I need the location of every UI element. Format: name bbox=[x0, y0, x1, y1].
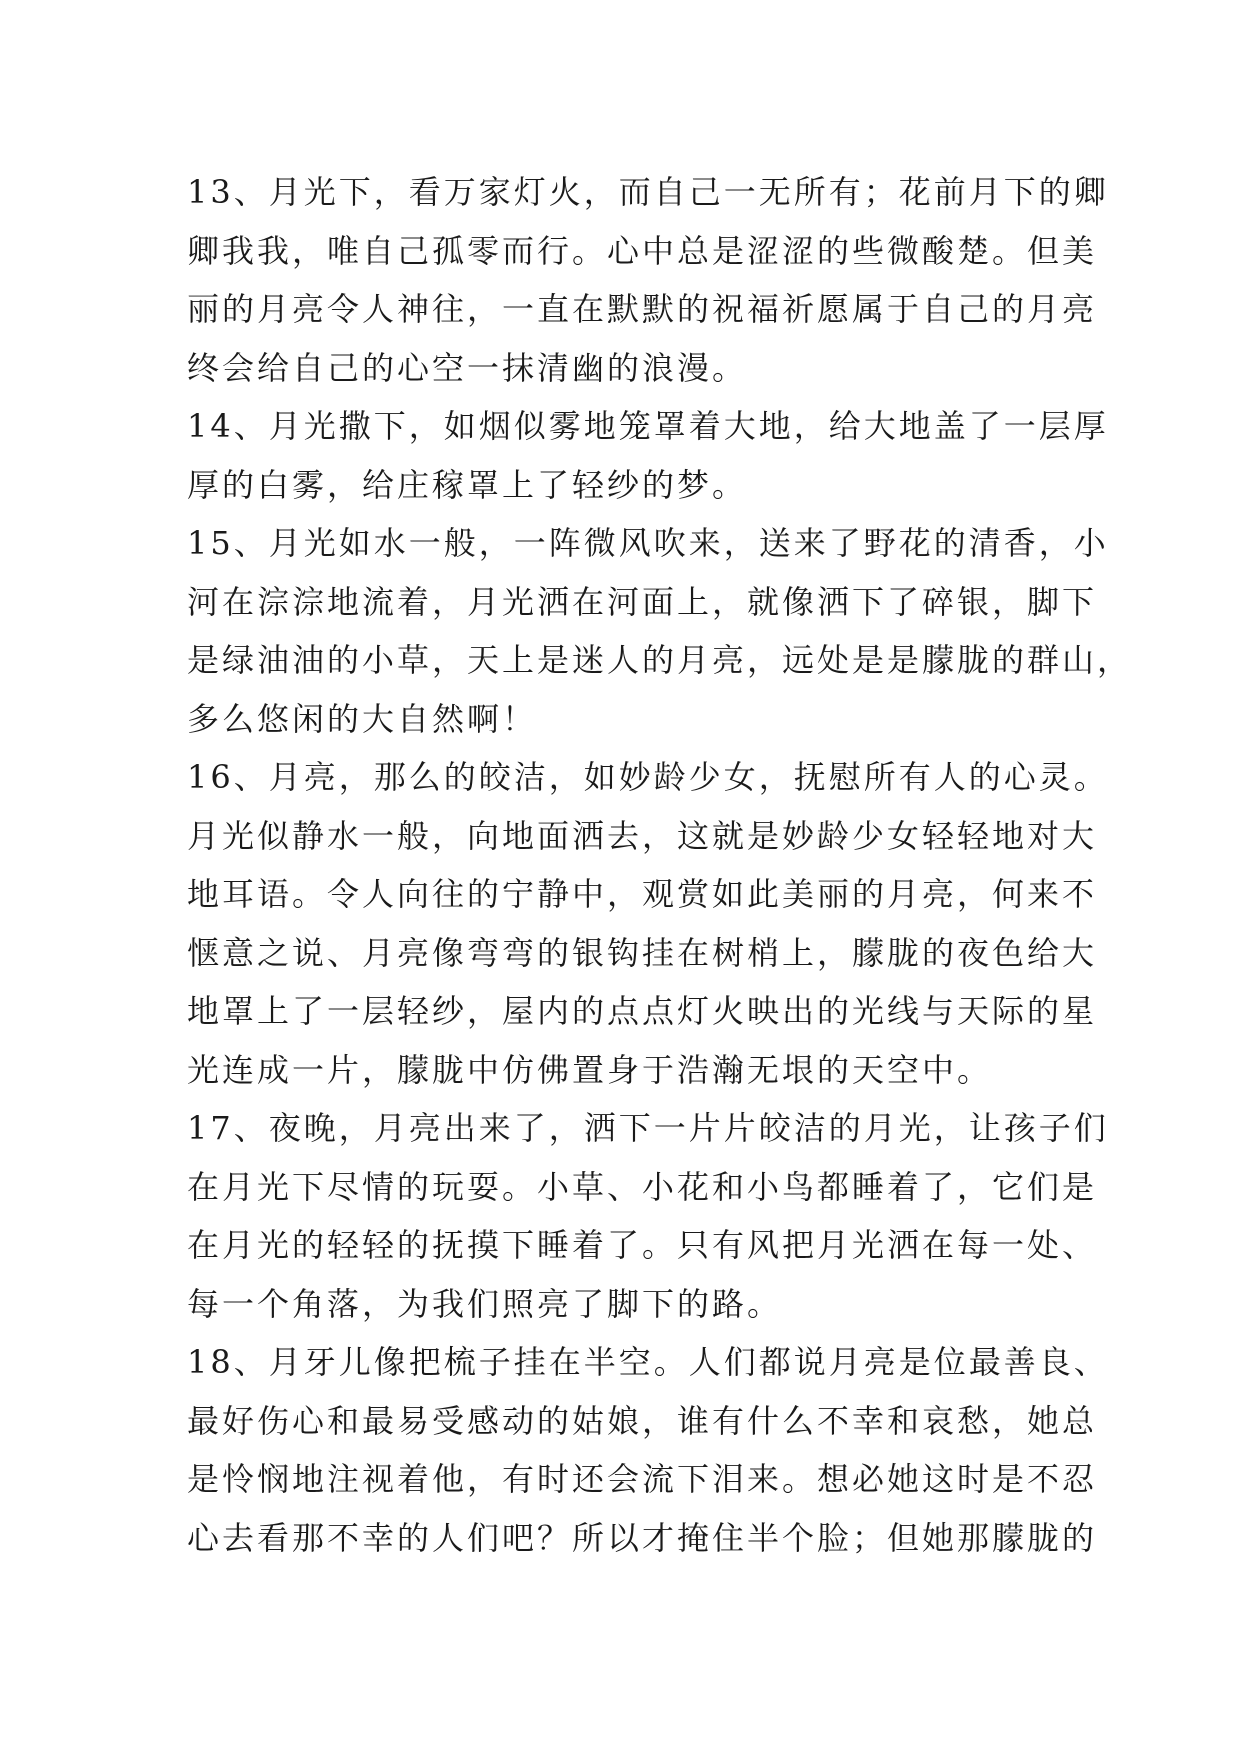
text-line: 河在淙淙地流着，月光洒在河面上，就像洒下了碎银，脚下 bbox=[187, 582, 1098, 621]
text-line: 最好伤心和最易受感动的姑娘，谁有什么不幸和哀愁，她总 bbox=[187, 1401, 1098, 1440]
text-line: 丽的月亮令人神往，一直在默默的祝福祈愿属于自己的月亮 bbox=[187, 290, 1098, 328]
text-line: 惬意之说、月亮像弯弯的银钩挂在树梢上，朦胧的夜色给大 bbox=[187, 933, 1098, 972]
text-line: 18、月牙儿像把梳子挂在半空。人们都说月亮是位最善良、 bbox=[187, 1343, 1109, 1381]
text-line: 厚的白雾，给庄稼罩上了轻纱的梦。 bbox=[187, 465, 748, 504]
body-text bbox=[187, 163, 1133, 1567]
text-line: 终会给自己的心空一抹清幽的浪漫。 bbox=[187, 348, 748, 387]
text-line: 光连成一片，朦胧中仿佛置身于浩瀚无垠的天空中。 bbox=[187, 1050, 993, 1089]
text-line: 卿我我，唯自己孤零而行。心中总是涩涩的些微酸楚。但美 bbox=[187, 231, 1098, 270]
text-line: 月光似静水一般，向地面洒去，这就是妙龄少女轻轻地对大 bbox=[187, 816, 1098, 855]
text-line: 15、月光如水一般，一阵微风吹来，送来了野花的清香，小 bbox=[187, 524, 1109, 562]
text-line: 在月光的轻轻的抚摸下睡着了。只有风把月光洒在每一处、 bbox=[187, 1226, 1098, 1264]
text-line: 16、月亮，那么的皎洁，如妙龄少女，抚慰所有人的心灵。 bbox=[187, 758, 1109, 796]
text-line: 地罩上了一层轻纱，屋内的点点灯火映出的光线与天际的星 bbox=[187, 992, 1098, 1030]
text-line: 17、夜晚，月亮出来了，洒下一片片皎洁的月光，让孩子们 bbox=[187, 1109, 1109, 1147]
text-line: 地耳语。令人向往的宁静中，观赏如此美丽的月亮，何来不 bbox=[187, 875, 1098, 913]
text-line: 在月光下尽情的玩耍。小草、小花和小鸟都睡着了，它们是 bbox=[187, 1167, 1098, 1206]
text-line: 心去看那不幸的人们吧？所以才掩住半个脸；但她那朦胧的 bbox=[187, 1518, 1098, 1557]
text-line: 每一个角落，为我们照亮了脚下的路。 bbox=[187, 1284, 783, 1323]
text-line: 13、月光下，看万家灯火，而自己一无所有；花前月下的卿 bbox=[187, 173, 1109, 211]
text-line: 是绿油油的小草，天上是迷人的月亮，远处是是朦胧的群山， bbox=[187, 641, 1133, 679]
text-line: 是怜悯地注视着他，有时还会流下泪来。想必她这时是不忍 bbox=[187, 1460, 1098, 1498]
text-line: 多么悠闲的大自然啊！ bbox=[187, 699, 538, 738]
text-line: 14、月光撒下，如烟似雾地笼罩着大地，给大地盖了一层厚 bbox=[187, 407, 1109, 445]
